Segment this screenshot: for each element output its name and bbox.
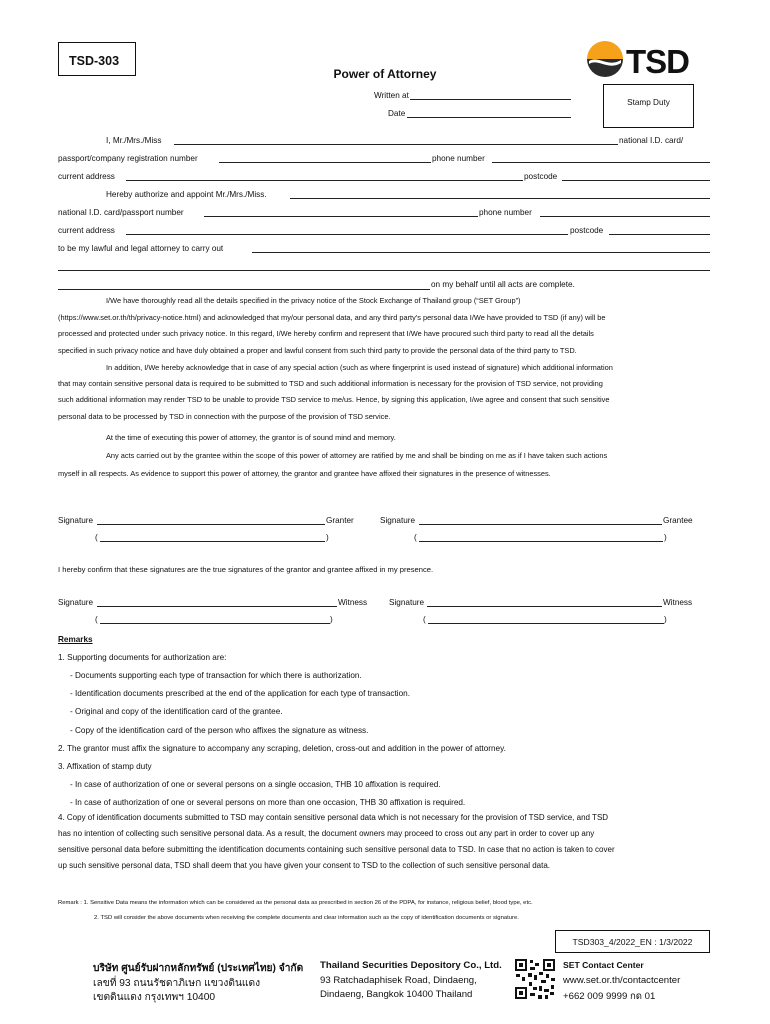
witness-2-close-paren: ) — [664, 615, 667, 624]
witness-2-signature-field[interactable] — [427, 606, 662, 607]
acts-field-2[interactable] — [58, 270, 710, 271]
company-name-th: บริษัท ศูนย์รับฝากหลักทรัพย์ (ประเทศไทย) จำกัด — [93, 963, 304, 974]
witness-2-name-field[interactable] — [428, 623, 664, 624]
ratified-line-1: Any acts carried out by the grantee within the scope of this power of attorney are ratified by me and shall be binding on me as if I have taken such actions — [106, 451, 608, 460]
remark-line-1: 1. Supporting documents for authorization are: — [58, 653, 227, 662]
grantee-phone-field[interactable] — [540, 216, 710, 217]
remark-item4-line-1: 4. Copy of identification documents submitted to TSD may contain sensitive personal data which is not necessary for the provision of TSD service, and TSD — [58, 813, 609, 822]
remark-line-3: - Identification documents prescribed at the end of the application for each type of transaction. — [70, 689, 410, 698]
grantee-printed-name-field[interactable] — [419, 541, 663, 542]
address-field[interactable] — [126, 180, 523, 181]
ratified-line-2: myself in all respects. As evidence to support this power of attorney, the grantor and grantee have affixed their signatures in the presence of witnesses. — [58, 469, 551, 478]
privacy-line-2: (https://www.set.or.th/th/privacy-notice.html) and acknowledged that my/our personal data, and any third party's personal data I/We have provided to TSD (if any) will be — [58, 313, 606, 322]
footnote-line-1: Remark : 1. Sensitive Data means the information which can be considered as the personal data as prescribed in section 26 of the PDPA, for instance, religious belief, blood type, etc. — [58, 900, 533, 906]
confirm-text: I hereby confirm that these signatures are the true signatures of the grantor and grantee affixed in my presence. — [58, 565, 434, 574]
stamp-duty-label: Stamp Duty — [627, 98, 670, 107]
sensitive-line-4: personal data to be processed by TSD in connection with the purpose of the provision of TSD service. — [58, 412, 391, 421]
signature-label-grantee: Signature — [380, 516, 416, 525]
signature-label-granter: Signature — [58, 516, 94, 525]
postcode-label: postcode — [524, 172, 558, 181]
granter-open-paren: ( — [95, 533, 98, 542]
granter-label: Granter — [326, 516, 354, 525]
tsd-logo — [584, 40, 694, 82]
written-at-label: Written at — [374, 91, 409, 100]
grantee-label: Grantee — [663, 516, 693, 525]
witness-2-label: Witness — [663, 598, 693, 607]
grantor-name-field[interactable] — [174, 144, 618, 145]
address-label-2: current address — [58, 226, 115, 235]
remark-line-6: 2. The grantor must affix the signature to accompany any scraping, deletion, cross-out and addition in the power of attorney. — [58, 744, 506, 753]
address-th-2: เขตดินแดง กรุงเทพฯ 10400 — [93, 992, 216, 1003]
grantee-postcode-field[interactable] — [609, 234, 710, 235]
remark-line-7: 3. Affixation of stamp duty — [58, 762, 152, 771]
national-id-passport-label: national I.D. card/passport number — [58, 208, 184, 217]
grantee-name-field[interactable] — [290, 198, 710, 199]
date-label: Date — [388, 109, 406, 118]
acts-field-3[interactable] — [58, 289, 430, 290]
grantee-id-field[interactable] — [204, 216, 478, 217]
witness-1-close-paren: ) — [330, 615, 333, 624]
sensitive-line-2: that may contain sensitive personal data is required to be submitted to TSD and such additional information is necessary for the provision of TSD service, not providing — [58, 379, 603, 388]
witness-1-label: Witness — [338, 598, 368, 607]
remarks-heading: Remarks — [58, 635, 93, 644]
remark-line-9: - In case of authorization of one or several persons on more than one occasion, THB 30 affixation is required. — [70, 798, 466, 807]
granter-signature-field[interactable] — [97, 524, 325, 525]
signature-label-witness-2: Signature — [389, 598, 425, 607]
footnote-line-2: 2. TSD will consider the above documents when receiving the complete documents and clear information such as the copy of identification documents or signature. — [94, 915, 519, 921]
sensitive-line-1: In addition, I/We hereby acknowledge that in case of any special action (such as where fingerprint is used instead of signature) which additional information — [106, 363, 613, 372]
qr-code-icon — [514, 958, 556, 1000]
stamp-duty-box — [603, 84, 694, 128]
version-box — [555, 930, 710, 953]
granter-name-field[interactable] — [100, 541, 325, 542]
grantee-address-field[interactable] — [126, 234, 568, 235]
remark-line-4: - Original and copy of the identification card of the grantee. — [70, 707, 283, 716]
address-en-1: 93 Ratchadaphisek Road, Dindaeng, — [320, 975, 477, 986]
signature-label-witness-1: Signature — [58, 598, 94, 607]
authorize-label: Hereby authorize and appoint Mr./Mrs./Miss. — [106, 190, 267, 199]
date-field[interactable] — [407, 117, 571, 118]
sensitive-line-3: such additional information may render TSD to be unable to provide TSD service to me/us. Hence, by signing this application, I/we agree and consent that such sensitive — [58, 395, 610, 404]
privacy-line-3: processed and protected under such privacy notice. In this regard, I/We hereby confirm and represent that I/We have procured such third party to read all the details — [58, 329, 594, 338]
witness-1-name-field[interactable] — [100, 623, 330, 624]
sound-mind-line: At the time of executing this power of attorney, the grantor is of sound mind and memory. — [106, 433, 396, 442]
granter-close-paren: ) — [326, 533, 329, 542]
form-id: TSD-303 — [69, 54, 120, 68]
remark-item4-line-4: up such sensitive personal data, TSD shall deem that you have given your consent to TSD to the collection of such sensitive personal data. — [58, 861, 550, 870]
remark-line-8: - In case of authorization of one or several persons on a single occasion, THB 10 affixation is required. — [70, 780, 441, 789]
phone-label-2: phone number — [479, 208, 532, 217]
version-label: TSD303_4/2022_EN : 1/3/2022 — [572, 937, 693, 947]
phone-label: phone number — [432, 154, 485, 163]
address-label: current address — [58, 172, 115, 181]
witness-2-open-paren: ( — [423, 615, 426, 624]
address-en-2: Dindaeng, Bangkok 10400 Thailand — [320, 989, 473, 1000]
privacy-line-4: specified in such privacy notice and have duly obtained a proper and lawful consent from such third party to provide the personal data of the third party to TSD. — [58, 346, 577, 355]
passport-field[interactable] — [219, 162, 431, 163]
remark-line-5: - Copy of the identification card of the person who affixes the signature as witness. — [70, 726, 369, 735]
postcode-field[interactable] — [562, 180, 710, 181]
grantee-signature-field[interactable] — [419, 524, 662, 525]
privacy-line-1: I/We have thoroughly read all the details specified in the privacy notice of the Stock Exchange of Thailand group (“SET Group”) — [106, 296, 521, 305]
grantee-close-paren: ) — [664, 533, 667, 542]
tsd-logo-icon — [584, 40, 626, 82]
grantor-prefix: I, Mr./Mrs./Miss — [106, 136, 162, 145]
remark-line-2: - Documents supporting each type of transaction for which there is authorization. — [70, 671, 362, 680]
passport-label: passport/company registration number — [58, 154, 198, 163]
contact-title: SET Contact Center — [563, 960, 644, 970]
contact-phone: +662 009 9999 กด 01 — [563, 991, 656, 1002]
page-title: Power of Attorney — [333, 67, 437, 81]
written-at-field[interactable] — [410, 99, 571, 100]
logo-text: TSD — [626, 43, 689, 80]
remark-item4-line-3: sensitive personal data before submitting the identification documents containing such sensitive personal data to TSD. In case that no action is taken to cover — [58, 845, 615, 854]
witness-1-open-paren: ( — [95, 615, 98, 624]
postcode-label-2: postcode — [570, 226, 604, 235]
company-name-en: Thailand Securities Depository Co., Ltd. — [320, 960, 502, 971]
attorney-label: to be my lawful and legal attorney to carry out — [58, 244, 224, 253]
acts-field-1[interactable] — [252, 252, 710, 253]
address-th-1: เลขที่ 93 ถนนรัชดาภิเษก แขวงดินแดง — [93, 978, 261, 989]
grantee-open-paren: ( — [414, 533, 417, 542]
phone-field[interactable] — [492, 162, 710, 163]
behalf-label: on my behalf until all acts are complete. — [431, 280, 575, 289]
national-id-label: national I.D. card/ — [619, 136, 684, 145]
witness-1-signature-field[interactable] — [97, 606, 337, 607]
remark-item4-line-2: has no intention of collecting such sensitive personal data. As a result, the document owners may proceed to cross out any part in order to cover up any — [58, 829, 595, 838]
contact-url[interactable]: www.set.or.th/contactcenter — [563, 975, 681, 986]
